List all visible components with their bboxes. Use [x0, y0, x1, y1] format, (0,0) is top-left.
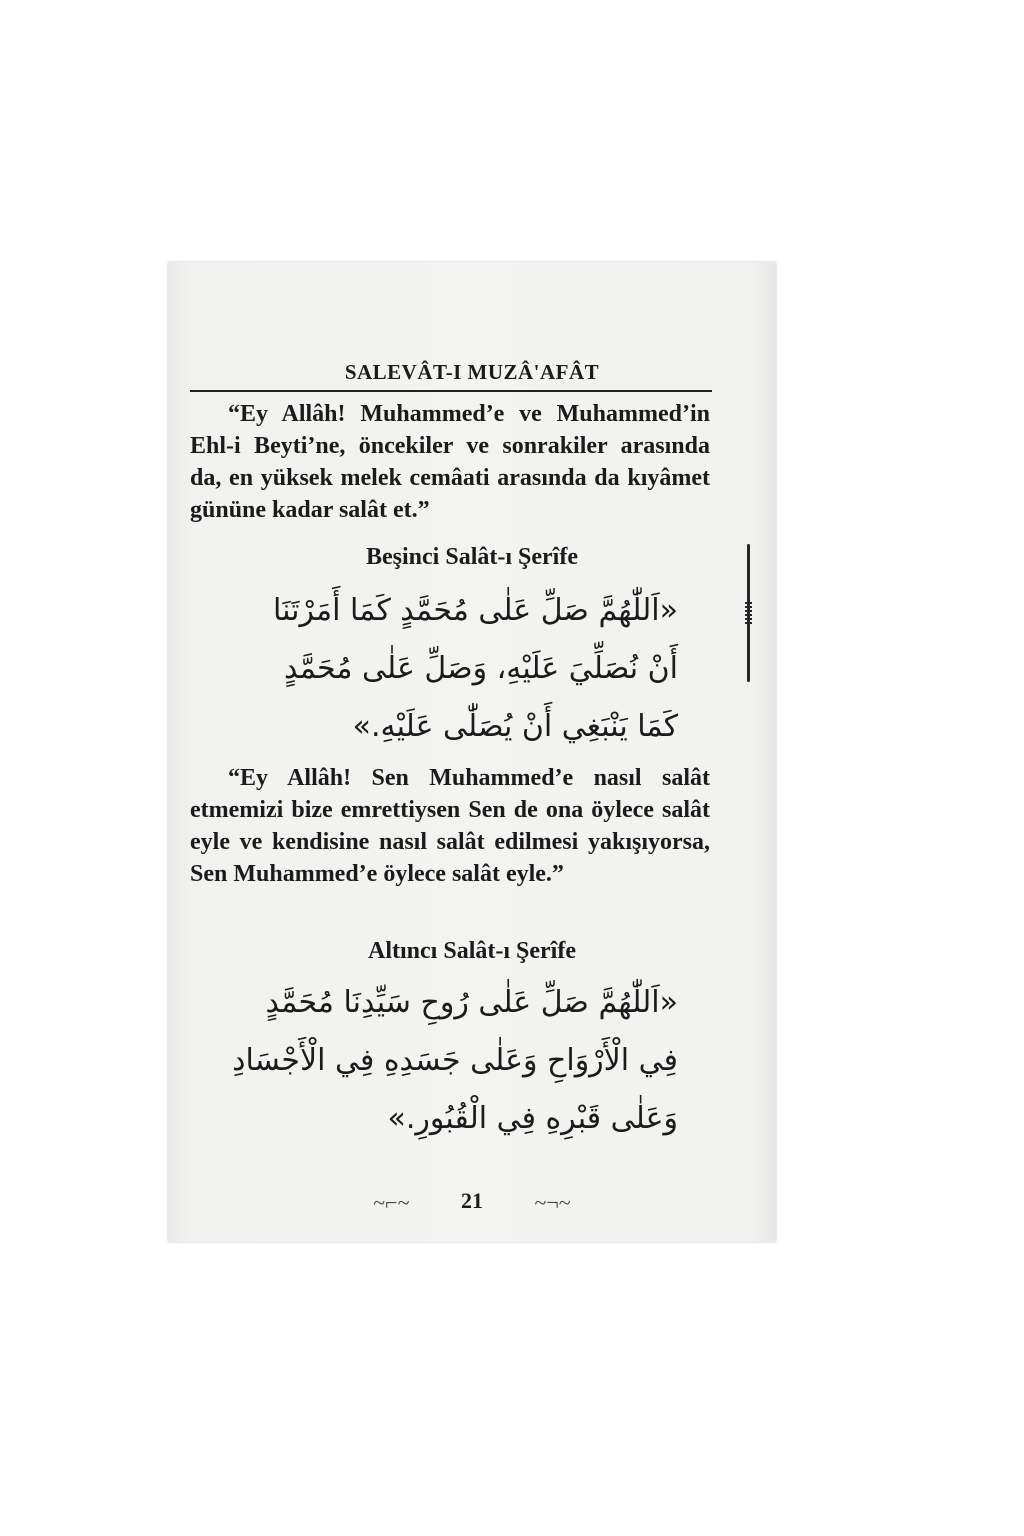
arabic-line: كَمَا يَنْبَغِي أَنْ يُصَلّٰى عَلَيْهِ.» — [352, 709, 678, 744]
arabic-prayer-5 — [190, 582, 678, 756]
page-footer — [168, 1188, 776, 1216]
section-heading-6: Altıncı Salât-ı Şerîfe — [368, 938, 576, 964]
paragraph-translation-2: “Ey Allâh! Sen Muhammed’e nasıl salât etmemizi bize emrettiysen Sen de ona öylece salât eyle ve kendisine nasıl salât edilmesi yakışıyorsa, Sen Muhammed’e öylece salât eyle.” — [190, 765, 710, 887]
arabic-line: «اَللّٰهُمَّ صَلِّ عَلٰى مُحَمَّدٍ كَمَا أَمَرْتَنَا — [272, 593, 678, 628]
arabic-prayer-6 — [190, 974, 678, 1148]
arabic-line: «اَللّٰهُمَّ صَلِّ عَلٰى رُوحِ سَيِّدِنَا مُحَمَّدٍ — [265, 985, 678, 1020]
running-header: SALEVÂT-I MUZÂ'AFÂT — [344, 360, 600, 384]
page-number: 21 — [461, 1188, 483, 1213]
header-divider — [190, 390, 712, 392]
arabic-line: فِي الْأَرْوَاحِ وَعَلٰى جَسَدِهِ فِي الْأَجْسَادِ — [232, 1043, 678, 1078]
ornament-right-icon: ~¬~ — [534, 1189, 571, 1215]
book-page — [168, 262, 776, 1242]
page-edge-dots — [745, 602, 752, 624]
arabic-line: وَعَلٰى قَبْرِهِ فِي الْقُبُورِ.» — [387, 1101, 678, 1136]
ornament-left-icon: ~⌐~ — [373, 1189, 410, 1215]
paragraph-translation-1: “Ey Allâh! Muhammed’e ve Muhammed’in Ehl-i Beyti’ne, öncekiler ve sonrakiler arasında da, en yüksek melek cemâati arasında da kıyâmet gününe kadar salât et.” — [190, 401, 710, 523]
section-heading-5: Beşinci Salât-ı Şerîfe — [366, 544, 578, 570]
arabic-line: أَنْ نُصَلِّيَ عَلَيْهِ، وَصَلِّ عَلٰى مُحَمَّدٍ — [283, 651, 678, 686]
